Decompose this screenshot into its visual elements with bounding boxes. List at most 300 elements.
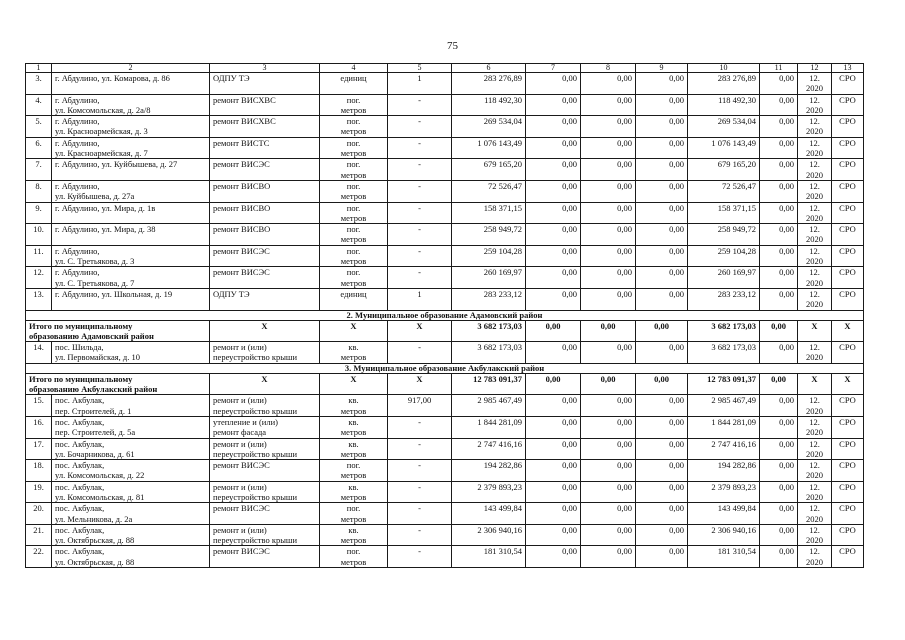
total-cost: 181 310,54 [452,546,526,568]
unit-line: кв. [348,481,359,492]
address [52,224,210,246]
work-type [210,202,320,224]
cost-c7: 0,00 [526,481,581,503]
column-number: 5 [388,64,452,73]
cost-c11: 0,00 [760,288,798,310]
table-row [26,395,864,417]
work-type-line: ремонт ВИСЭС [213,503,270,514]
work-type-line: ремонт ВИСХВС [213,94,276,105]
cost-c11: 0,00 [760,416,798,438]
table-row [26,94,864,116]
total-c3: Х [210,373,320,395]
work-type [210,180,320,202]
cost-c9: 0,00 [636,73,688,95]
unit-line: кв. [348,342,359,353]
row-number: 15. [26,395,52,417]
deadline-line: 2020 [806,148,823,159]
cost-c9: 0,00 [636,416,688,438]
cost-c9: 0,00 [636,546,688,568]
unit-line: метров [340,169,367,180]
work-type-line: ремонт фасада [213,427,267,438]
cost-c8: 0,00 [581,180,636,202]
deadline-line: 2020 [806,470,823,481]
cost-c9: 0,00 [636,224,688,246]
deadline-line: 12. [809,245,820,256]
deadline-line: 12. [809,116,820,127]
cost-c8: 0,00 [581,159,636,181]
deadline-line: 12. [809,159,820,170]
work-type-line: ОДПУ ТЭ [213,73,250,83]
cost-c8: 0,00 [581,416,636,438]
address-line: г. Абдулино, [55,180,100,191]
total-cost: 143 499,84 [452,503,526,525]
address [52,116,210,138]
deadline-line: 2020 [806,352,823,363]
address-line: ул. Октябрьская, д. 88 [55,535,135,546]
deadline-line: 2020 [806,234,823,245]
work-type-line: ремонт ВИСВО [213,180,271,191]
column-number-row [26,64,864,73]
deadline-line: 12. [809,288,820,299]
deadline-line: 12. [809,267,820,278]
total-label-line: Итого по муниципальному [29,320,133,331]
column-number: 12 [798,64,832,73]
column-number: 11 [760,64,798,73]
row-number: 8. [26,180,52,202]
total-label-line: Итого по муниципальному [29,373,133,384]
total-c11: 0,00 [760,373,798,395]
total-cost: 679 165,20 [452,159,526,181]
quantity: - [388,202,452,224]
fund-cost: 118 492,30 [688,94,760,116]
column-number: 2 [52,64,210,73]
unit-line: пог. [346,245,361,256]
address [52,94,210,116]
row-number: 13. [26,288,52,310]
total-cost: 269 534,04 [452,116,526,138]
row-number: 12. [26,267,52,289]
column-number: 7 [526,64,581,73]
unit [320,116,388,138]
unit [320,460,388,482]
table-row [26,180,864,202]
cost-c7: 0,00 [526,224,581,246]
quantity: - [388,180,452,202]
total-cost: 259 104,28 [452,245,526,267]
address [52,481,210,503]
address-line: ул. Комсомольская, д. 2а/8 [55,104,151,115]
deadline-line: 2020 [806,427,823,438]
table-row [26,116,864,138]
address-line: г. Абдулино, ул. Куйбышева, д. 27 [55,159,178,170]
address-line: пер. Строителей, д. 1 [55,405,132,416]
address-line: г. Абдулино, [55,94,100,105]
executor: СРО [832,288,864,310]
work-type-line: переустройство крыши [213,535,298,546]
unit-line: пог. [346,180,361,191]
row-number: 17. [26,438,52,460]
unit-line: метров [340,352,367,363]
unit-line: пог. [346,159,361,170]
work-type [210,73,320,95]
row-number: 11. [26,245,52,267]
quantity: - [388,137,452,159]
executor: СРО [832,460,864,482]
row-number: 3. [26,73,52,95]
work-type-line: ремонт и (или) [213,481,267,492]
unit-line: пог. [346,137,361,148]
cost-c11: 0,00 [760,245,798,267]
quantity: - [388,94,452,116]
executor: СРО [832,73,864,95]
work-type [210,267,320,289]
unit-line: пог. [346,224,361,235]
cost-c7: 0,00 [526,180,581,202]
table-row [26,460,864,482]
cost-c7: 0,00 [526,245,581,267]
total-cost: 2 747 416,16 [452,438,526,460]
unit [320,73,388,95]
deadline-line: 12. [809,481,820,492]
address-line: пос. Акбулак, [55,416,105,427]
fund-cost: 1 076 143,49 [688,137,760,159]
fund-cost: 2 306 940,16 [688,524,760,546]
address-line: г. Абдулино, [55,137,100,148]
work-type [210,224,320,246]
total-cost: 72 526,47 [452,180,526,202]
fund-cost: 194 282,86 [688,460,760,482]
work-type [210,137,320,159]
unit [320,137,388,159]
unit-line: единиц [340,73,367,83]
executor: СРО [832,159,864,181]
unit [320,524,388,546]
fund-cost: 143 499,84 [688,503,760,525]
unit-line: пог. [346,267,361,278]
work-type [210,288,320,310]
cost-c7: 0,00 [526,503,581,525]
work-type-line: ремонт и (или) [213,395,267,406]
cost-c11: 0,00 [760,503,798,525]
work-type-line: ремонт ВИСЭС [213,245,270,256]
work-type-line: переустройство крыши [213,352,298,363]
deadline [798,202,832,224]
unit-line: метров [340,256,367,267]
unit-line: единиц [340,288,367,299]
total-c6: 12 783 091,37 [452,373,526,395]
fund-cost: 283 276,89 [688,73,760,95]
column-number: 4 [320,64,388,73]
column-number: 3 [210,64,320,73]
deadline [798,481,832,503]
total-cost: 3 682 173,03 [452,342,526,364]
unit-line: пог. [346,460,361,471]
section-header [26,363,864,373]
quantity: - [388,116,452,138]
unit-line: метров [340,513,367,524]
cost-c7: 0,00 [526,159,581,181]
deadline [798,503,832,525]
unit-line: метров [340,470,367,481]
work-type-line: ремонт ВИСЭС [213,546,270,557]
cost-c11: 0,00 [760,224,798,246]
column-number: 1 [26,64,52,73]
executor: СРО [832,395,864,417]
table-row [26,73,864,95]
table-row [26,342,864,364]
unit-line: кв. [348,524,359,535]
unit-line: пог. [346,503,361,514]
cost-c7: 0,00 [526,460,581,482]
quantity: 1 [388,73,452,95]
fund-cost: 2 985 467,49 [688,395,760,417]
table-row [26,481,864,503]
executor: СРО [832,180,864,202]
deadline-line: 2020 [806,491,823,502]
cost-c11: 0,00 [760,342,798,364]
unit [320,416,388,438]
total-c13: Х [832,373,864,395]
total-cost: 2 306 940,16 [452,524,526,546]
total-cost: 283 276,89 [452,73,526,95]
cost-c8: 0,00 [581,245,636,267]
fund-cost: 283 233,12 [688,288,760,310]
total-c3: Х [210,320,320,342]
unit [320,503,388,525]
table-row [26,224,864,246]
table-row [26,546,864,568]
fund-cost: 2 747 416,16 [688,438,760,460]
work-type-line: ремонт ВИСЭС [213,460,270,471]
address-line: ул. С. Третьякова, д. 3 [55,256,135,267]
total-c8: 0,00 [581,320,636,342]
address [52,245,210,267]
address-line: г. Абдулино, [55,245,100,256]
column-number: 9 [636,64,688,73]
cost-c8: 0,00 [581,267,636,289]
address-line: ул. Комсомольская, д. 22 [55,470,145,481]
table-row [26,288,864,310]
deadline-line: 12. [809,180,820,191]
cost-c7: 0,00 [526,395,581,417]
total-c12: Х [798,373,832,395]
executor: СРО [832,342,864,364]
cost-c7: 0,00 [526,116,581,138]
table-row [26,267,864,289]
table-body [26,64,864,568]
fund-cost: 158 371,15 [688,202,760,224]
cost-c7: 0,00 [526,137,581,159]
address-line: пер. Строителей, д. 5а [55,427,136,438]
section-header [26,310,864,320]
unit-line: пог. [346,94,361,105]
cost-c9: 0,00 [636,460,688,482]
work-type [210,438,320,460]
total-c8: 0,00 [581,373,636,395]
fund-cost: 72 526,47 [688,180,760,202]
deadline [798,288,832,310]
address-line: ул. Красноармейская, д. 3 [55,126,148,137]
unit-line: метров [340,234,367,245]
table-row [26,202,864,224]
unit [320,159,388,181]
address-line: ул. Бочарникова, д. 61 [55,448,135,459]
deadline-line: 12. [809,73,820,83]
address [52,202,210,224]
deadline [798,342,832,364]
address [52,524,210,546]
address-line: пос. Акбулак, [55,395,105,406]
work-type [210,481,320,503]
page-number: 75 [447,40,458,52]
unit-line: метров [340,448,367,459]
unit-line: метров [340,148,367,159]
unit-line: пог. [346,202,361,213]
cost-c7: 0,00 [526,73,581,95]
column-number: 10 [688,64,760,73]
quantity: 917,00 [388,395,452,417]
cost-c8: 0,00 [581,503,636,525]
work-type-line: ремонт ВИСВО [213,224,271,235]
work-type-line: ремонт ВИСЭС [213,267,270,278]
unit-line: метров [340,191,367,202]
deadline [798,94,832,116]
unit-line: метров [340,277,367,288]
executor: СРО [832,546,864,568]
unit-line: метров [340,556,367,567]
unit [320,245,388,267]
table-row [26,438,864,460]
address-line: ул. Первомайская, д. 10 [55,352,140,363]
total-c12: Х [798,320,832,342]
total-cost: 194 282,86 [452,460,526,482]
cost-c11: 0,00 [760,267,798,289]
executor: СРО [832,267,864,289]
deadline [798,224,832,246]
total-c4: Х [320,320,388,342]
deadline-line: 2020 [806,535,823,546]
deadline [798,416,832,438]
fund-cost: 260 169,97 [688,267,760,289]
address [52,546,210,568]
fund-cost: 679 165,20 [688,159,760,181]
row-number: 18. [26,460,52,482]
work-type [210,395,320,417]
cost-c9: 0,00 [636,94,688,116]
cost-c11: 0,00 [760,460,798,482]
total-cost: 2 379 893,23 [452,481,526,503]
total-cost: 260 169,97 [452,267,526,289]
unit-line: пог. [346,116,361,127]
deadline-line: 12. [809,524,820,535]
cost-c11: 0,00 [760,73,798,95]
address [52,416,210,438]
table-row [26,137,864,159]
deadline [798,395,832,417]
executor: СРО [832,137,864,159]
unit [320,202,388,224]
unit [320,180,388,202]
deadline [798,137,832,159]
deadline-line: 12. [809,224,820,235]
total-label-line: образованию Адамовский район [29,330,154,341]
cost-c11: 0,00 [760,546,798,568]
unit-line: метров [340,104,367,115]
cost-c11: 0,00 [760,94,798,116]
total-c9: 0,00 [636,373,688,395]
unit [320,224,388,246]
work-type-line: переустройство крыши [213,405,298,416]
table-row [26,245,864,267]
row-number: 22. [26,546,52,568]
cost-c9: 0,00 [636,245,688,267]
cost-c8: 0,00 [581,524,636,546]
address [52,342,210,364]
cost-c11: 0,00 [760,524,798,546]
cost-c8: 0,00 [581,73,636,95]
work-type-line: ремонт ВИСТС [213,137,270,148]
fund-cost: 2 379 893,23 [688,481,760,503]
deadline-line: 2020 [806,448,823,459]
total-c5: Х [388,320,452,342]
unit-line: пог. [346,546,361,557]
deadline [798,245,832,267]
address-line: пос. Акбулак, [55,546,105,557]
deadline-line: 2020 [806,556,823,567]
fund-cost: 3 682 173,03 [688,342,760,364]
quantity: - [388,524,452,546]
total-c7: 0,00 [526,373,581,395]
unit [320,546,388,568]
unit [320,267,388,289]
work-type-line: ремонт ВИСХВС [213,116,276,127]
cost-c8: 0,00 [581,202,636,224]
deadline-line: 12. [809,546,820,557]
unit-line: метров [340,491,367,502]
cost-c7: 0,00 [526,546,581,568]
total-label [26,373,210,395]
column-number: 6 [452,64,526,73]
executor: СРО [832,224,864,246]
total-c7: 0,00 [526,320,581,342]
address-line: ул. Комсомольская, д. 81 [55,491,145,502]
row-number: 19. [26,481,52,503]
cost-c8: 0,00 [581,395,636,417]
cost-c9: 0,00 [636,116,688,138]
section-title: 2. Муниципальное образование Адамовский район [26,310,864,320]
total-cost: 1 844 281,09 [452,416,526,438]
unit-line: метров [340,535,367,546]
quantity: - [388,342,452,364]
unit-line: кв. [348,416,359,427]
work-type [210,524,320,546]
deadline-line: 2020 [806,299,823,310]
fund-cost: 258 949,72 [688,224,760,246]
table-row [26,503,864,525]
address-line: г. Абдулино, ул. Мира, д. 1в [55,202,156,213]
row-number: 9. [26,202,52,224]
work-type [210,159,320,181]
deadline-line: 2020 [806,256,823,267]
quantity: - [388,416,452,438]
work-type [210,342,320,364]
cost-c9: 0,00 [636,342,688,364]
address [52,288,210,310]
work-type-line: ремонт и (или) [213,342,267,353]
unit-line: метров [340,405,367,416]
work-type [210,416,320,438]
deadline-line: 2020 [806,191,823,202]
